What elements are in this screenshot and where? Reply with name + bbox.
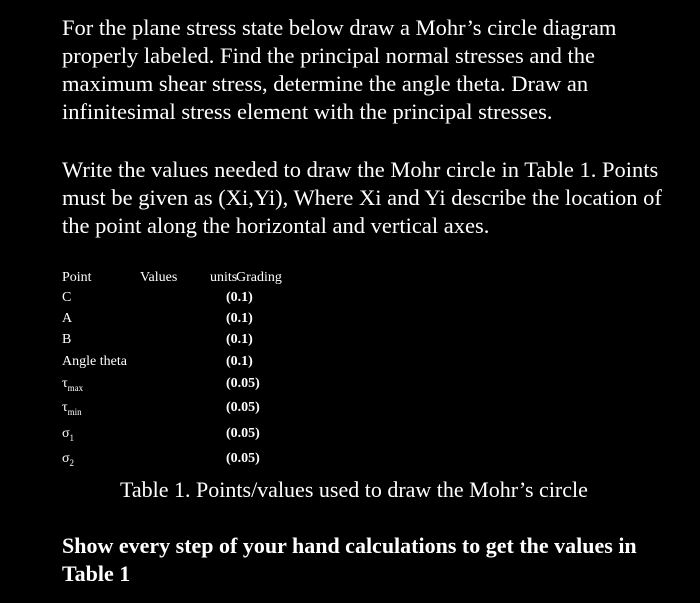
sigma-2-subscript: 2	[69, 458, 75, 468]
sigma-symbol: σ	[62, 451, 70, 466]
row-point-b: B	[62, 332, 72, 347]
row-point-c: C	[62, 290, 72, 305]
tau-symbol: τ	[62, 376, 68, 391]
closing-instruction: Show every step of your hand calculations to get the values in Table 1	[62, 533, 637, 586]
header-values: Values	[140, 270, 178, 285]
header-units: units	[210, 270, 238, 285]
header-grading: Grading	[236, 270, 282, 285]
row-grading-c: (0.1)	[226, 290, 253, 305]
header-point: Point	[62, 270, 92, 285]
problem-statement: For the plane stress state below draw a Mohr’s circle diagram properly labeled. Find the principal normal stresses and the maximum shear stress, determine the angle theta. Draw an infinitesimal stress element with the principal stresses.	[62, 15, 617, 124]
row-grading-sigma-1: (0.05)	[226, 426, 260, 441]
row-grading-angle-theta: (0.1)	[226, 354, 253, 369]
row-grading-sigma-2: (0.05)	[226, 451, 260, 466]
row-point-sigma-2	[62, 449, 74, 473]
row-point-tau-max	[62, 374, 83, 398]
row-grading-tau-max: (0.05)	[226, 376, 260, 391]
sigma-symbol: σ	[62, 426, 70, 441]
row-grading-a: (0.1)	[226, 311, 253, 326]
sigma-1-subscript: 1	[69, 433, 75, 443]
table-caption: Table 1. Points/values used to draw the Mohr’s circle	[120, 477, 588, 502]
tau-symbol: τ	[62, 400, 68, 415]
tau-min-subscript: min	[67, 407, 82, 417]
row-point-angle-theta: Angle theta	[62, 354, 127, 369]
row-grading-tau-min: (0.05)	[226, 400, 260, 415]
tau-max-subscript: max	[67, 383, 84, 393]
row-point-tau-min	[62, 398, 82, 422]
row-point-sigma-1	[62, 424, 74, 448]
row-grading-b: (0.1)	[226, 332, 253, 347]
row-point-a: A	[62, 311, 73, 326]
table-instructions: Write the values needed to draw the Mohr circle in Table 1. Points must be given as (Xi,Yi), Where Xi and Yi describe the location of the point along the horizontal and vertical axes.	[62, 157, 662, 238]
